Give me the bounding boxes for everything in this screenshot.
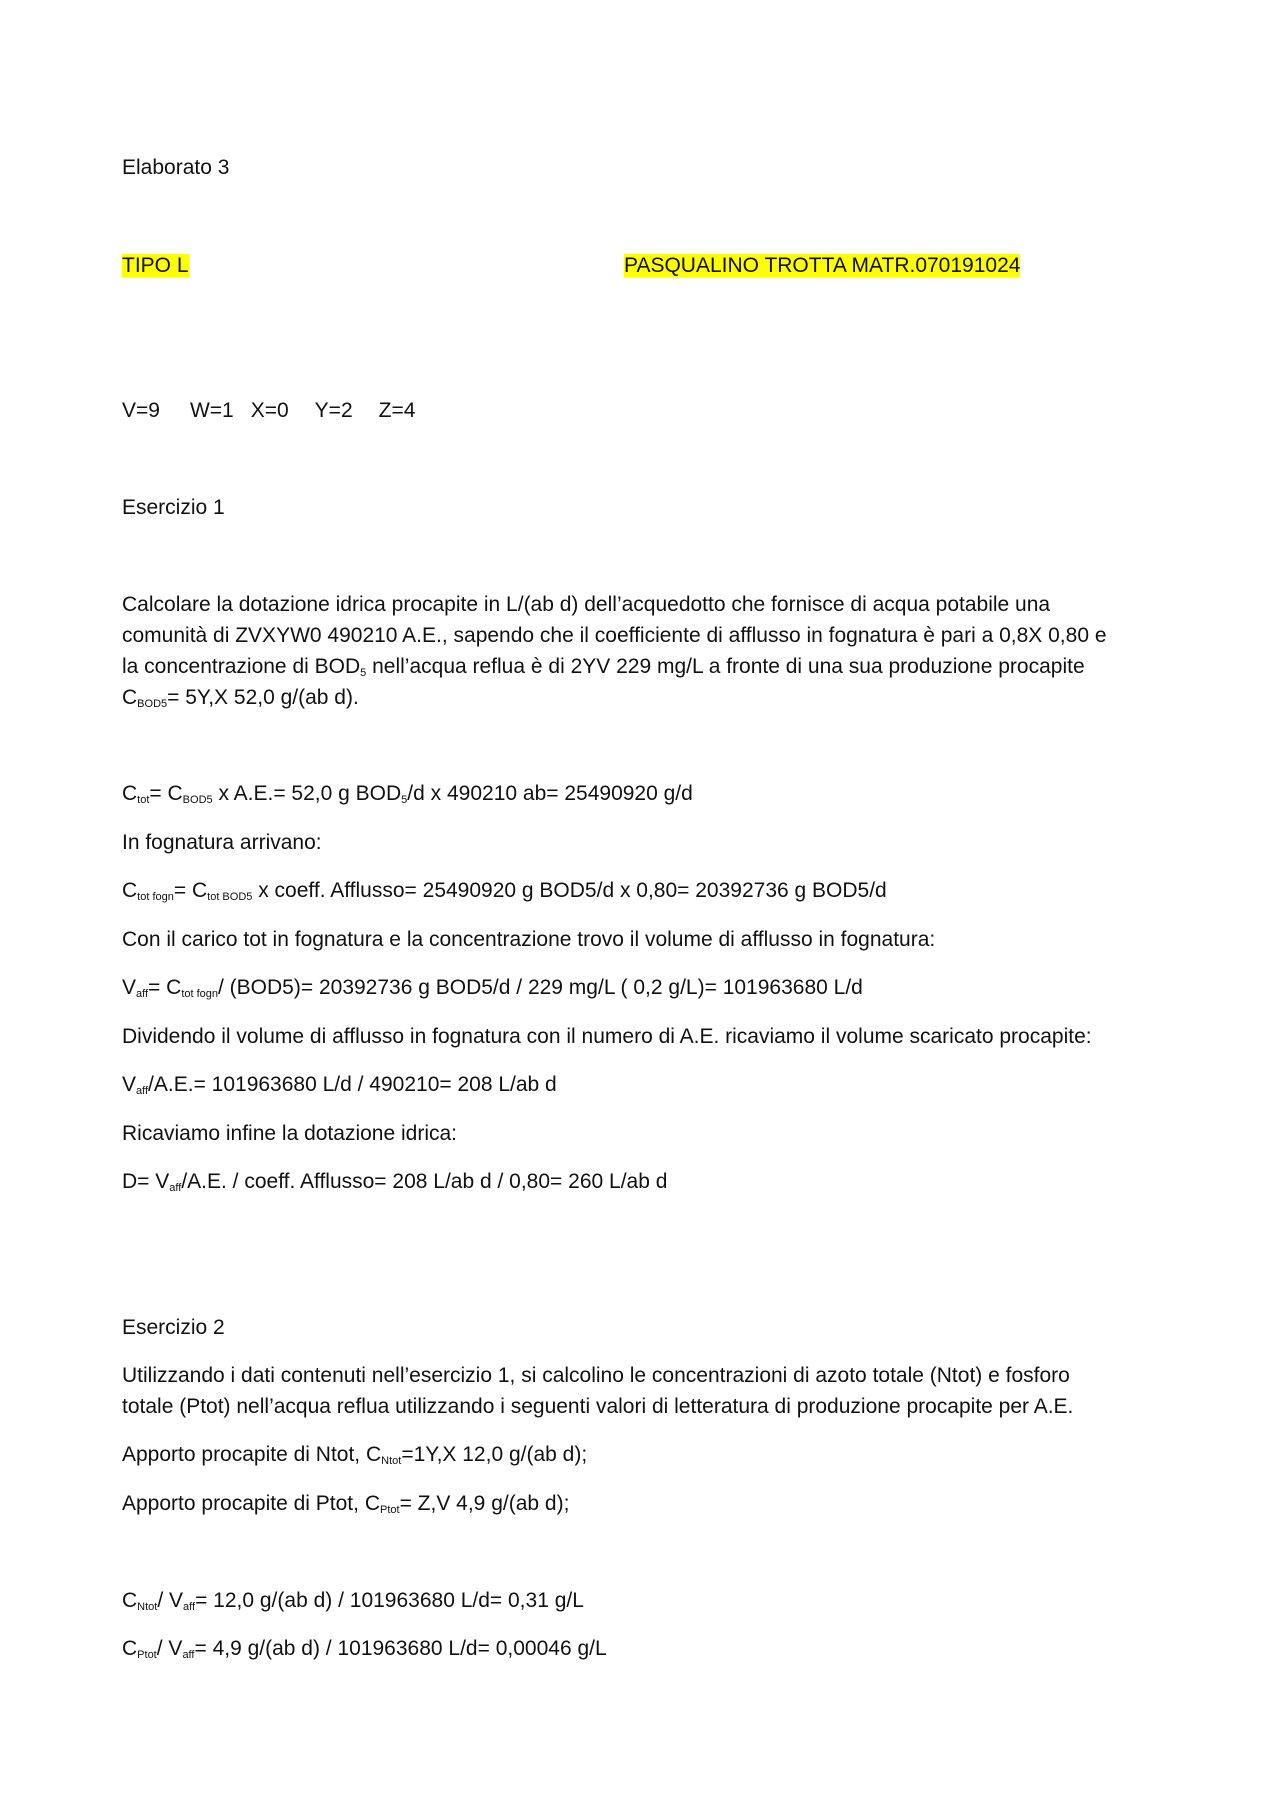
- text-segment: = C: [173, 879, 208, 902]
- ex1-question-line-3: [122, 653, 1085, 681]
- ex1-text-carico: Con il carico tot in fognatura e la concentrazione trovo il volume di afflusso in fognatura:: [122, 928, 936, 951]
- exercise-1-title: Esercizio 1: [122, 496, 225, 519]
- text-segment: /A.E.= 101963680 L/d / 490210= 208 L/ab d: [148, 1073, 557, 1096]
- text-segment: /d x 490210 ab= 25490920 g/d: [407, 782, 693, 805]
- author-highlight: PASQUALINO TROTTA MATR.070191024: [624, 254, 1021, 277]
- ex1-question-line-1: Calcolare la dotazione idrica procapite in L/(ab d) dell’acquedotto che fornisce di acqua potabile una: [122, 593, 1051, 616]
- var-x: X=0: [250, 399, 289, 422]
- subscript: 5: [360, 667, 367, 679]
- var-v: V=9: [122, 399, 160, 422]
- text-segment: D= V: [122, 1170, 170, 1193]
- subscript: tot: [137, 794, 150, 806]
- text-segment: C: [122, 782, 138, 805]
- tipo-highlight: TIPO L: [122, 254, 189, 277]
- ex1-calc-ctot: [122, 780, 693, 808]
- text-segment: /A.E. / coeff. Afflusso= 208 L/ab d / 0,80= 260 L/ab d: [181, 1170, 668, 1193]
- ex2-result-ntot: [122, 1587, 584, 1615]
- text-segment: = Z,V 4,9 g/(ab d);: [399, 1492, 570, 1515]
- text-segment: V: [122, 976, 137, 999]
- text-segment: / V: [157, 1589, 184, 1612]
- ex2-apporto-ntot: [122, 1441, 587, 1469]
- text-segment: = 12,0 g/(ab d) / 101963680 L/d= 0,31 g/L: [195, 1589, 584, 1612]
- ex2-result-ptot: [122, 1635, 607, 1663]
- ex1-text-ricaviamo: Ricaviamo infine la dotazione idrica:: [122, 1122, 458, 1145]
- text-segment: C: [122, 686, 138, 709]
- text-segment: C: [122, 1637, 138, 1660]
- text-segment: la concentrazione di BOD: [122, 655, 361, 678]
- exercise-2-title: Esercizio 2: [122, 1316, 225, 1339]
- text-segment: = C: [149, 782, 183, 805]
- text-segment: =1Y,X 12,0 g/(ab d);: [401, 1443, 588, 1466]
- text-segment: = C: [148, 976, 182, 999]
- ex1-text-fognatura: In fognatura arrivano:: [122, 831, 322, 854]
- text-segment: C: [122, 879, 138, 902]
- subscript: tot fogn: [181, 988, 219, 1000]
- text-segment: C: [122, 1589, 138, 1612]
- text-segment: Apporto procapite di Ptot, C: [122, 1492, 380, 1515]
- text-segment: V: [122, 1073, 137, 1096]
- ex1-calc-vaff: [122, 974, 863, 1002]
- text-segment: Apporto procapite di Ntot, C: [122, 1443, 382, 1466]
- text-segment: nell’acqua reflua è di 2YV 229 mg/L a fronte di una sua produzione procapite: [366, 655, 1085, 678]
- subscript: Ptot: [137, 1649, 157, 1661]
- author-label: [624, 252, 1020, 280]
- ex2-question-line-1: Utilizzando i dati contenuti nell’esercizio 1, si calcolino le concentrazioni di azoto totale (Ntot) e fosforo: [122, 1364, 1070, 1387]
- subscript: Ptot: [379, 1504, 400, 1516]
- text-segment: / V: [156, 1637, 183, 1660]
- tipo-label: [122, 252, 189, 280]
- subscript: tot BOD5: [207, 891, 253, 903]
- var-z: Z=4: [378, 399, 416, 422]
- subscript: aff: [183, 1601, 196, 1613]
- ex1-calc-dotazione: [122, 1168, 667, 1196]
- subscript: aff: [169, 1182, 182, 1194]
- ex2-question-line-2: totale (Ptot) nell’acqua reflua utilizzando i seguenti valori di letteratura di produzione procapite per A.E.: [122, 1395, 1074, 1418]
- text-segment: / (BOD5)= 20392736 g BOD5/d / 229 mg/L ( 0,2 g/L)= 101963680 L/d: [218, 976, 863, 999]
- document-title: Elaborato 3: [122, 156, 230, 179]
- subscript: Ntot: [137, 1601, 158, 1613]
- var-y: Y=2: [314, 399, 353, 422]
- ex1-question-line-4: [122, 684, 359, 712]
- text-segment: = 4,9 g/(ab d) / 101963680 L/d= 0,00046 g/L: [194, 1637, 607, 1660]
- subscript: 5: [401, 794, 408, 806]
- ex2-apporto-ptot: [122, 1490, 569, 1518]
- subscript: aff: [182, 1649, 195, 1661]
- text-segment: x A.E.= 52,0 g BOD: [212, 782, 402, 805]
- subscript: BOD5: [182, 794, 213, 806]
- ex1-calc-vaff-ae: [122, 1071, 557, 1099]
- subscript: tot fogn: [137, 891, 174, 903]
- text-segment: = 5Y,X 52,0 g/(ab d).: [167, 686, 359, 709]
- variables-line: [122, 397, 415, 425]
- subscript: aff: [136, 988, 149, 1000]
- var-w: W=1: [189, 399, 234, 422]
- ex1-text-dividendo: Dividendo il volume di afflusso in fognatura con il numero di A.E. ricaviamo il volume scaricato procapite:: [122, 1025, 1092, 1048]
- subscript: aff: [136, 1085, 149, 1097]
- subscript: Ntot: [381, 1455, 402, 1467]
- text-segment: x coeff. Afflusso= 25490920 g BOD5/d x 0,80= 20392736 g BOD5/d: [252, 879, 887, 902]
- ex1-question-line-2: comunità di ZVXYW0 490210 A.E., sapendo che il coefficiente di afflusso in fognatura è pari a 0,8X 0,80 e: [122, 624, 1107, 647]
- subscript: BOD5: [137, 698, 168, 710]
- ex1-calc-ctot-fogn: [122, 877, 887, 905]
